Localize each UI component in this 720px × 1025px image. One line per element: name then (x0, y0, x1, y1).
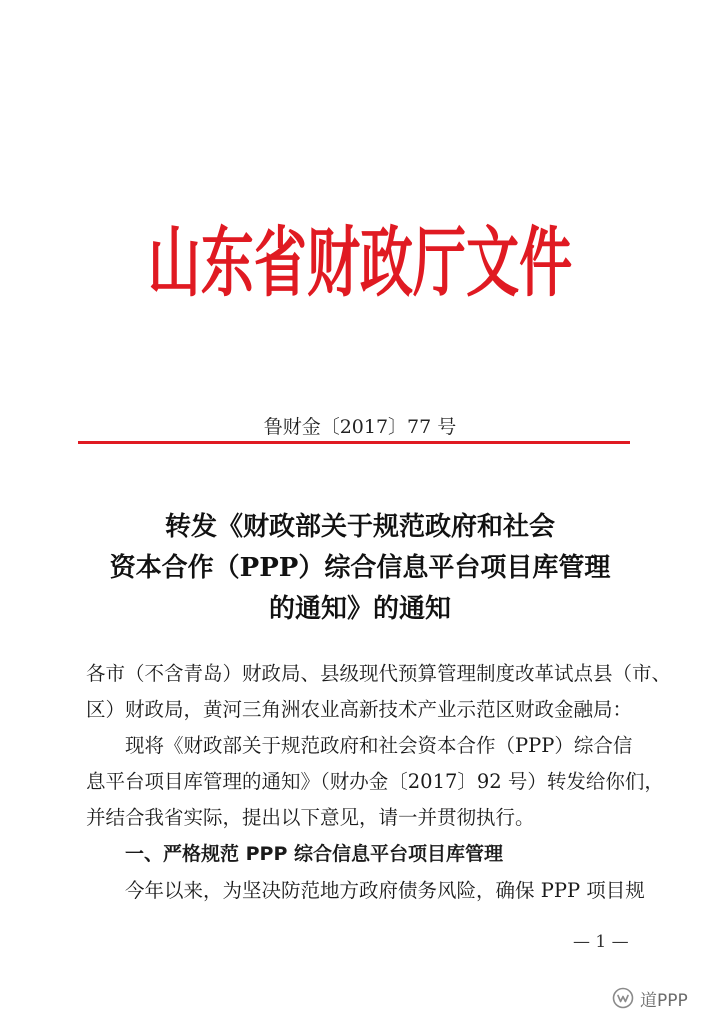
section-heading-text: 一、严格规范 PPP 综合信息平台项目库管理 (125, 843, 504, 865)
paragraph-intro (86, 728, 664, 836)
document-title (60, 507, 660, 630)
paragraph-line: 息平台项目库管理的通知》（财办金〔2017〕92 号）转发给你们， (86, 770, 664, 793)
document-masthead: 山东省财政厅文件 (147, 218, 573, 308)
section-heading (86, 836, 646, 872)
paragraph-section-one (86, 873, 646, 909)
source-watermark (612, 983, 688, 1013)
page-number: — 1 — (573, 932, 629, 952)
title-line: 资本合作（PPP）综合信息平台项目库管理 (109, 553, 611, 583)
addressee-line: 各市（不含青岛）财政局、县级现代预算管理制度改革试点县（市、 (86, 662, 672, 685)
document-number: 鲁财金〔2017〕77 号 (263, 416, 457, 438)
title-line: 转发《财政部关于规范政府和社会 (164, 512, 555, 542)
addressee-line: 区）财政局，黄河三角洲农业高新技术产业示范区财政金融局： (86, 698, 633, 721)
title-line: 的通知》的通知 (268, 594, 451, 624)
paragraph-line: 并结合我省实际，提出以下意见，请一并贯彻执行。 (86, 806, 535, 829)
red-divider-line (78, 441, 630, 444)
watermark-text: 道PPP (640, 990, 688, 1011)
wechat-channel-icon (612, 987, 634, 1009)
paragraph-line: 现将《财政部关于规范政府和社会资本合作（PPP）综合信 (125, 734, 633, 757)
addressee-block (86, 656, 672, 728)
paragraph-line: 今年以来，为坚决防范地方政府债务风险，确保 PPP 项目规 (125, 879, 645, 902)
